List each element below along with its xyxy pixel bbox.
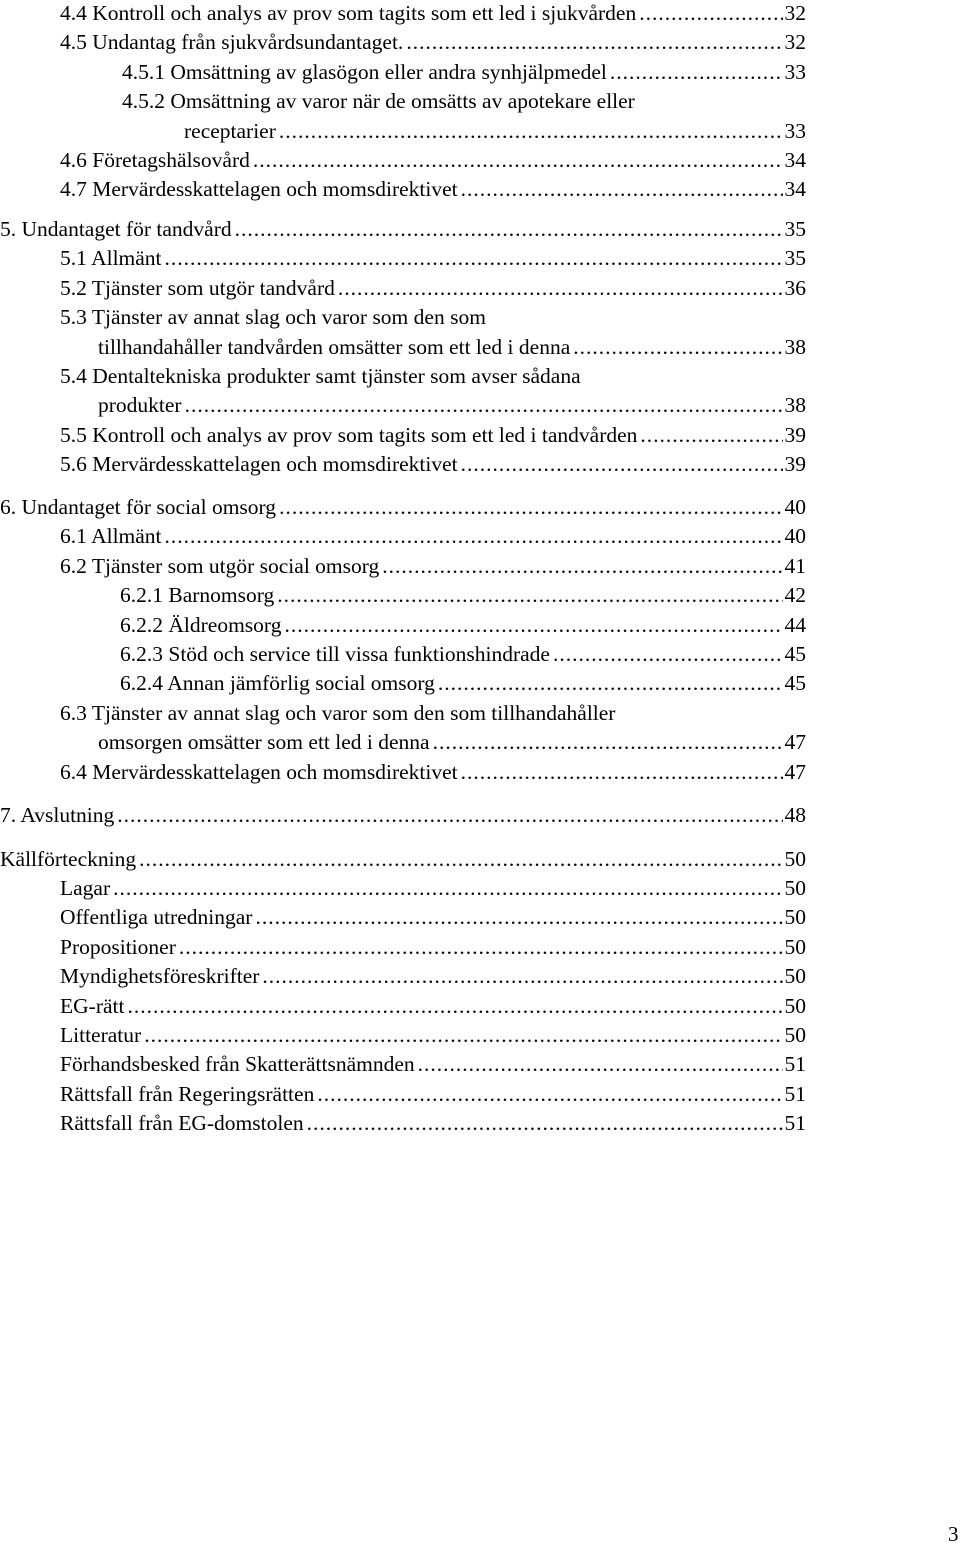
toc-page-number: 47 xyxy=(784,730,806,755)
toc-entry-title: Litteratur xyxy=(60,1022,142,1047)
toc-page-number: 50 xyxy=(784,905,806,930)
toc-page-number: 39 xyxy=(784,452,806,477)
dot-leader xyxy=(573,334,782,360)
toc-page-number: 51 xyxy=(784,1111,806,1136)
toc-page-number: 50 xyxy=(784,993,806,1018)
dot-leader xyxy=(461,759,783,785)
toc-page-number: 47 xyxy=(784,759,806,784)
dot-leader xyxy=(418,1051,783,1077)
dot-leader xyxy=(406,29,782,55)
toc-entry[interactable] xyxy=(60,275,806,304)
toc-entry[interactable] xyxy=(60,993,806,1022)
dot-leader xyxy=(438,670,783,696)
dot-leader xyxy=(279,118,783,144)
toc-entry[interactable] xyxy=(60,904,806,933)
toc-page-number: 51 xyxy=(784,1052,806,1077)
dot-leader xyxy=(139,846,782,872)
toc-page-number: 39 xyxy=(784,422,806,447)
toc-entry-title: 5.4 Dentaltekniska produkter samt tjänster som avser sådana xyxy=(60,364,581,388)
toc-entry-title-continued: omsorgen omsätter som ett led i denna xyxy=(98,730,430,755)
toc-entry[interactable] xyxy=(60,176,806,205)
toc-entry[interactable] xyxy=(60,363,806,422)
toc-entry[interactable] xyxy=(60,29,806,58)
toc-entry-title: 6.2.3 Stöd och service till vissa funktionshindrade xyxy=(120,642,550,666)
toc-entry[interactable] xyxy=(122,59,806,88)
dot-leader xyxy=(640,422,782,448)
toc-page-number: 44 xyxy=(784,612,806,637)
toc-entry-title: 6. Undantaget för social omsorg xyxy=(0,495,277,519)
toc-page-number: 40 xyxy=(784,524,806,549)
dot-leader xyxy=(253,147,783,173)
toc-page-number: 38 xyxy=(784,393,806,418)
toc-page-number: 45 xyxy=(784,642,806,666)
toc-entry-title: 4.6 Företagshälsovård xyxy=(60,148,250,172)
dot-leader xyxy=(277,582,782,608)
dot-leader xyxy=(553,641,783,667)
toc-entry-title: Källförteckning xyxy=(0,846,137,871)
toc-entry-title: 6.2.4 Annan jämförlig social omsorg xyxy=(120,671,435,696)
toc-page-number: 36 xyxy=(784,275,806,300)
toc-entry-title: 6.2.2 Äldreomsorg xyxy=(120,612,282,637)
toc-entry-title-continued: produkter xyxy=(98,393,182,418)
toc-entry-title: 5.1 Allmänt xyxy=(60,246,162,271)
dot-leader xyxy=(165,245,783,271)
toc-entry-title: 5. Undantaget för tandvård xyxy=(0,217,232,241)
toc-entry[interactable] xyxy=(60,759,806,788)
toc-entry-title: 4.5.1 Omsättning av glasögon eller andra synhjälpmedel xyxy=(122,59,607,84)
toc-page-number: 34 xyxy=(784,177,806,202)
toc-entry-title: Offentliga utredningar xyxy=(60,905,253,930)
toc-entry-title: Rättsfall från EG-domstolen xyxy=(60,1111,304,1136)
dot-leader xyxy=(307,1110,783,1136)
toc-page-number: 50 xyxy=(784,934,806,959)
toc-entry[interactable] xyxy=(60,422,806,451)
toc-entry-title: Propositioner xyxy=(60,934,176,959)
toc-entry-title: 7. Avslutning xyxy=(0,803,115,827)
toc-entry[interactable] xyxy=(120,670,806,699)
toc-entry-title: Rättsfall från Regeringsrätten xyxy=(60,1081,315,1106)
toc-entry[interactable] xyxy=(0,494,806,523)
toc-entry[interactable] xyxy=(60,1051,806,1080)
dot-leader xyxy=(113,875,782,901)
toc-entry-title: 6.3 Tjänster av annat slag och varor som den som tillhandahåller xyxy=(60,700,616,725)
toc-entry[interactable] xyxy=(60,245,806,274)
toc-page-number: 32 xyxy=(784,1,806,25)
toc-page-number: 40 xyxy=(784,495,806,519)
toc-entry[interactable] xyxy=(60,304,806,363)
toc-page-number: 38 xyxy=(784,334,806,359)
dot-leader xyxy=(284,612,782,638)
toc-entry[interactable] xyxy=(60,523,806,552)
toc-page-number: 41 xyxy=(784,553,806,578)
toc-entry-title: 6.2.1 Barnomsorg xyxy=(120,583,275,608)
toc-entry[interactable] xyxy=(120,641,806,670)
toc-entry-title: 5.6 Mervärdesskattelagen och momsdirektivet xyxy=(60,452,458,477)
dot-leader xyxy=(127,993,782,1019)
dot-leader xyxy=(117,802,782,828)
toc-entry[interactable] xyxy=(60,934,806,963)
toc-page-number: 33 xyxy=(784,59,806,84)
dot-leader xyxy=(610,59,783,85)
toc-page-number: 48 xyxy=(784,803,806,827)
dot-leader xyxy=(382,553,782,579)
toc-entry[interactable] xyxy=(120,582,806,611)
toc-entry-title: 5.5 Kontroll och analys av prov som tagits som ett led i tandvården xyxy=(60,422,638,447)
dot-leader xyxy=(317,1081,782,1107)
toc-entry-title: Lagar xyxy=(60,875,111,900)
toc-page-number: 50 xyxy=(784,964,806,989)
page-number: 3 xyxy=(948,1522,959,1546)
toc-entry-title-continued: tillhandahåller tandvården omsätter som ett led i denna xyxy=(98,334,571,359)
toc-page-number: 50 xyxy=(784,846,806,871)
toc-page-number: 50 xyxy=(784,1022,806,1047)
dot-leader xyxy=(461,176,783,202)
toc-page-number: 50 xyxy=(784,875,806,900)
dot-leader xyxy=(144,1022,782,1048)
dot-leader xyxy=(433,729,783,755)
toc-entry[interactable] xyxy=(60,451,806,480)
toc-entry-title: 4.4 Kontroll och analys av prov som tagits som ett led i sjukvården xyxy=(60,1,637,25)
toc-entry-title: 4.5.2 Omsättning av varor när de omsätts av apotekare eller xyxy=(122,89,635,114)
dot-leader xyxy=(279,494,782,520)
toc-entry[interactable] xyxy=(60,147,806,176)
toc-entry-title: 6.2 Tjänster som utgör social omsorg xyxy=(60,553,380,578)
toc-entry-title: 6.1 Allmänt xyxy=(60,524,162,549)
toc-entry-title: 5.3 Tjänster av annat slag och varor som den som xyxy=(60,305,486,330)
dot-leader xyxy=(639,0,782,26)
toc-entry[interactable] xyxy=(0,216,806,245)
toc-entry[interactable] xyxy=(60,1022,806,1051)
toc-entry[interactable] xyxy=(122,88,806,147)
dot-leader xyxy=(179,934,783,960)
toc-entry[interactable] xyxy=(60,700,806,759)
toc-entry[interactable] xyxy=(0,846,806,875)
toc-page-number: 33 xyxy=(784,118,806,143)
dot-leader xyxy=(338,275,783,301)
toc-entry[interactable] xyxy=(120,612,806,641)
toc-page-number: 32 xyxy=(784,30,806,55)
dot-leader xyxy=(185,392,783,418)
toc-entry-title: EG-rätt xyxy=(60,993,125,1018)
toc-entry[interactable] xyxy=(60,0,806,29)
toc-entry[interactable] xyxy=(60,875,806,904)
toc-entry[interactable] xyxy=(60,963,806,992)
toc-page-number: 51 xyxy=(784,1081,806,1106)
toc-page-number: 45 xyxy=(784,671,806,696)
toc-entry-title-continued: receptarier xyxy=(184,118,276,143)
toc-page-number: 35 xyxy=(784,246,806,271)
toc-entry[interactable] xyxy=(60,1081,806,1110)
toc-entry-title: Myndighetsföreskrifter xyxy=(60,964,260,989)
toc-page-number: 35 xyxy=(784,217,806,241)
toc-page-number: 42 xyxy=(784,583,806,608)
toc-entry[interactable] xyxy=(60,1110,806,1139)
toc-entry-title: 6.4 Mervärdesskattelagen och momsdirektivet xyxy=(60,759,458,784)
dot-leader xyxy=(255,904,782,930)
dot-leader xyxy=(461,451,783,477)
dot-leader xyxy=(235,216,783,242)
dot-leader xyxy=(165,523,783,549)
toc-entry-title: 5.2 Tjänster som utgör tandvård xyxy=(60,275,335,300)
toc-page-number: 34 xyxy=(784,148,806,172)
toc-entry-title: Förhandsbesked från Skatterättsnämnden xyxy=(60,1052,415,1077)
toc-entry-title: 4.5 Undantag från sjukvårdsundantaget. xyxy=(60,30,404,55)
toc-entry[interactable] xyxy=(0,802,806,831)
toc-entry[interactable] xyxy=(60,553,806,582)
toc-entry-title: 4.7 Mervärdesskattelagen och momsdirektivet xyxy=(60,177,458,202)
dot-leader xyxy=(262,963,782,989)
